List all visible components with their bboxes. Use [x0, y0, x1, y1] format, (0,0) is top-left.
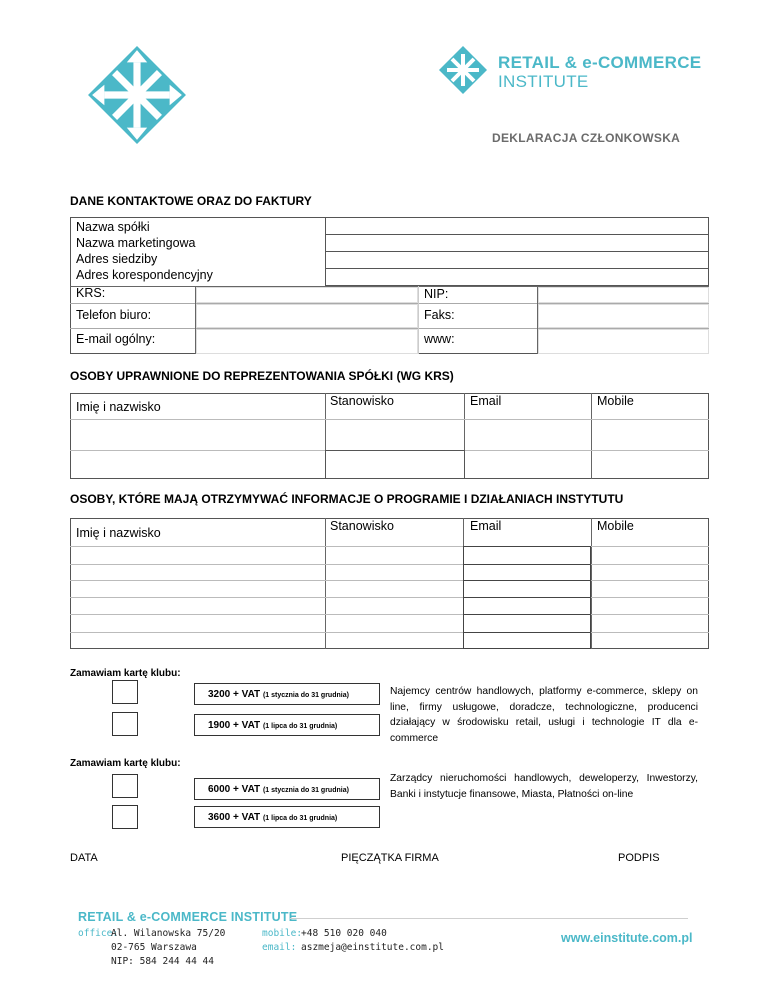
correspondence-address-field[interactable]	[325, 268, 709, 286]
signature-label: PODPIS	[618, 852, 660, 864]
marketing-name-label: Nazwa marketingowa	[76, 236, 196, 250]
representatives-col-position: Stanowisko	[330, 394, 394, 408]
info-recipients-section-heading: OSOBY, KTÓRE MAJĄ OTRZYMYWAĆ INFORMACJE O PROGRAMIE I DZIAŁANIACH INSTYTUTU	[70, 492, 624, 506]
date-label: DATA	[70, 852, 98, 864]
document-title: DEKLARACJA CZŁONKOWSKA	[492, 131, 681, 145]
representatives-section-heading: OSOBY UPRAWNIONE DO REPREZENTOWANIA SPÓŁKI (WG KRS)	[70, 369, 454, 383]
club-card-2-option-2-checkbox[interactable]	[112, 805, 138, 829]
footer-mobile-label: mobile:	[262, 928, 303, 939]
club-card-1-option-2-checkbox[interactable]	[112, 712, 138, 736]
correspondence-address-label: Adres korespondencyjny	[76, 268, 213, 282]
footer-address-line1: Al. Wilanowska 75/20	[111, 928, 226, 939]
club-card-1-option-2: 1900 + VAT (1 lipca do 31 grudnia)	[194, 714, 380, 736]
registered-address-label: Adres siedziby	[76, 252, 158, 266]
club-card-1-option-1: 3200 + VAT (1 stycznia do 31 grudnia)	[194, 683, 380, 705]
club-card-1-option-1-checkbox[interactable]	[112, 680, 138, 704]
recipients-col-mobile: Mobile	[597, 519, 634, 533]
club-card-2-option-1-checkbox[interactable]	[112, 774, 138, 798]
footer-brand: RETAIL & e-COMMERCE INSTITUTE	[78, 910, 298, 924]
fax-field[interactable]	[538, 304, 709, 328]
brand-subname: INSTITUTE	[498, 72, 589, 91]
krs-field[interactable]	[196, 287, 418, 303]
footer-address-line2: 02-765 Warszawa	[111, 942, 197, 953]
club-card-2-option-1: 6000 + VAT (1 stycznia do 31 grudnia)	[194, 778, 380, 800]
phone-label: Telefon biuro:	[76, 308, 152, 322]
footer-divider	[290, 918, 688, 919]
footer-website-link[interactable]: www.einstitute.com.pl	[561, 931, 693, 945]
club-card-2-option-2: 3600 + VAT (1 lipca do 31 grudnia)	[194, 806, 380, 828]
nip-label: NIP:	[424, 287, 449, 301]
club-card-2-label: Zamawiam kartę klubu:	[70, 758, 181, 769]
phone-field[interactable]	[196, 304, 418, 328]
brand-name: RETAIL & e-COMMERCE	[498, 53, 702, 72]
footer-office-label: office:	[78, 928, 119, 939]
marketing-name-field[interactable]	[325, 234, 709, 252]
nip-field[interactable]	[538, 287, 709, 303]
email-label: E-mail ogólny:	[76, 332, 156, 346]
recipients-col-name: Imię i nazwisko	[76, 526, 161, 540]
footer-mobile: +48 510 020 040	[301, 928, 387, 939]
representatives-col-mobile: Mobile	[597, 394, 634, 408]
www-label: www:	[424, 332, 455, 346]
stamp-label: PIĘCZĄTKA FIRMA	[341, 852, 439, 864]
footer-email-label: email:	[262, 942, 297, 953]
club-card-1-description: Najemcy centrów handlowych, platformy e-commerce, sklepy on line, firmy usługowe, doradcze, technologiczne, producenci działający w środowisku retail, usługi i technologie IT dla e-commerce	[390, 686, 698, 744]
www-field[interactable]	[538, 329, 709, 354]
contact-section-heading: DANE KONTAKTOWE ORAZ DO FAKTURY	[70, 194, 312, 208]
registered-address-field[interactable]	[325, 251, 709, 269]
institute-small-logo-icon	[438, 44, 488, 96]
fax-label: Faks:	[424, 308, 455, 322]
club-card-1-label: Zamawiam kartę klubu:	[70, 668, 181, 679]
company-name-label: Nazwa spółki	[76, 220, 150, 234]
footer-email[interactable]: aszmeja@einstitute.com.pl	[301, 942, 444, 953]
representatives-col-name: Imię i nazwisko	[76, 400, 161, 414]
footer-nip: NIP: 584 244 44 44	[111, 956, 214, 967]
email-field[interactable]	[196, 329, 418, 354]
krs-label: KRS:	[76, 286, 106, 300]
company-name-field[interactable]	[325, 217, 709, 235]
institute-logo-icon	[78, 44, 196, 146]
recipients-col-position: Stanowisko	[330, 519, 394, 533]
recipients-col-email: Email	[470, 519, 502, 533]
representatives-col-email: Email	[470, 394, 502, 408]
representative-position-field[interactable]	[325, 450, 465, 479]
club-card-2-description: Zarządcy nieruchomości handlowych, deweloperzy, Inwestorzy, Banki i instytucje finansowe, Miasta, Płatności on-line	[390, 773, 698, 800]
info-recipients-table	[70, 518, 709, 649]
